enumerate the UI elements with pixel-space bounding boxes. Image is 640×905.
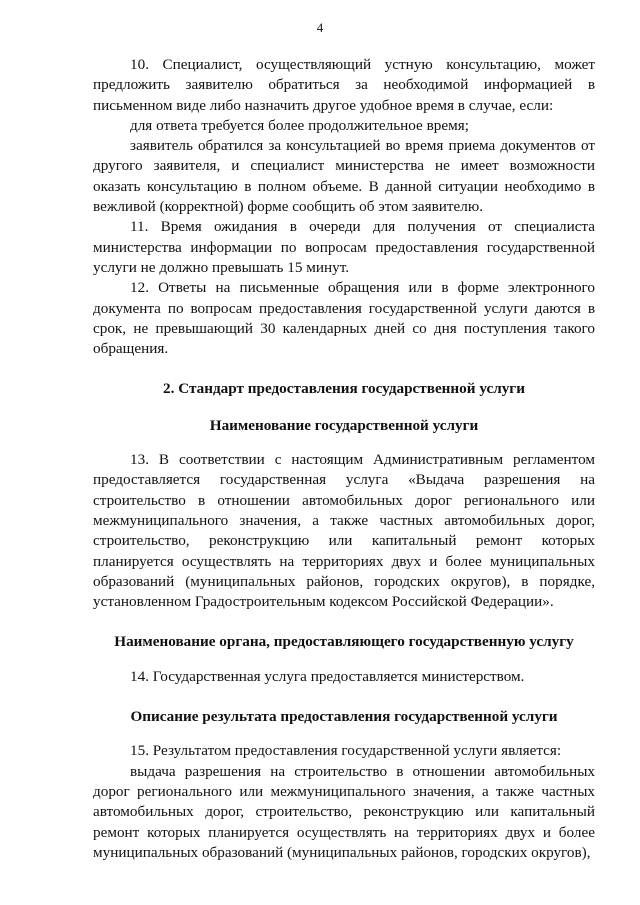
paragraph-14: 14. Государственная услуга предоставляется министерством.	[130, 667, 525, 685]
spacer	[93, 653, 595, 667]
document-body	[93, 55, 595, 863]
subheading-service-name: Наименование государственной услуги	[209, 416, 479, 434]
page-number: 4	[316, 20, 324, 35]
paragraph-10: 10. Специалист, осуществляющий устную консультацию, может предложить заявителю обратиться за необходимой информацией в письменном виде либо назначить другое удобное время в случае, если:	[93, 56, 595, 114]
paragraph-11: 11. Время ожидания в очереди для получения от специалиста министерства информации по вопросам предоставления государственной услуги не должно превышать 15 минут.	[93, 218, 595, 276]
spacer	[93, 687, 595, 707]
paragraph-10-item-1: для ответа требуется более продолжительное время;	[130, 116, 469, 134]
paragraph-15-item-1: выдача разрешения на строительство в отношении автомобильных дорог регионального или межмуниципального значения, а также частных автомобильных дорог, строительство, реконструкцию или капитальный ремонт которых планируется осуществлять на территориях двух и более муниципальных образований (муниципальных районов, городских округов),	[93, 762, 595, 861]
subheading-authority: Наименование органа, предоставляющего государственную услугу	[114, 633, 574, 651]
section-heading-2: 2. Стандарт предоставления государственной услуги	[163, 380, 525, 398]
spacer	[93, 359, 595, 379]
paragraph-10-item-2: заявитель обратился за консультацией во время приема документов от другого заявителя, и специалист министерства не имеет возможности оказать консультацию в полном объеме. В данной ситуации необходимо в вежливой (корректной) форме сообщить об этом заявителю.	[93, 137, 595, 216]
spacer	[93, 400, 595, 416]
subheading-result: Описание результата предоставления государственной услуги	[130, 708, 558, 726]
paragraph-15: 15. Результатом предоставления государственной услуги является:	[130, 742, 562, 760]
spacer	[93, 727, 595, 741]
spacer	[93, 436, 595, 450]
paragraph-13: 13. В соответствии с настоящим Административным регламентом предоставляется государственная услуга «Выдача разрешения на строительство в отношении автомобильных дорог регионального или межмуниципального значения, а также частных автомобильных дорог, строительство, реконструкцию или капитальный ремонт которых планируется осуществлять на территориях двух и более муниципальных образований (муниципальных районов, городских округов), в порядке, установленном Градостроительным кодексом Российской Федерации».	[93, 451, 595, 611]
paragraph-12: 12. Ответы на письменные обращения или в форме электронного документа по вопросам предоставления государственной услуги даются в срок, не превышающий 30 календарных дней со дня поступления такого обращения.	[93, 279, 595, 358]
spacer	[93, 612, 595, 632]
